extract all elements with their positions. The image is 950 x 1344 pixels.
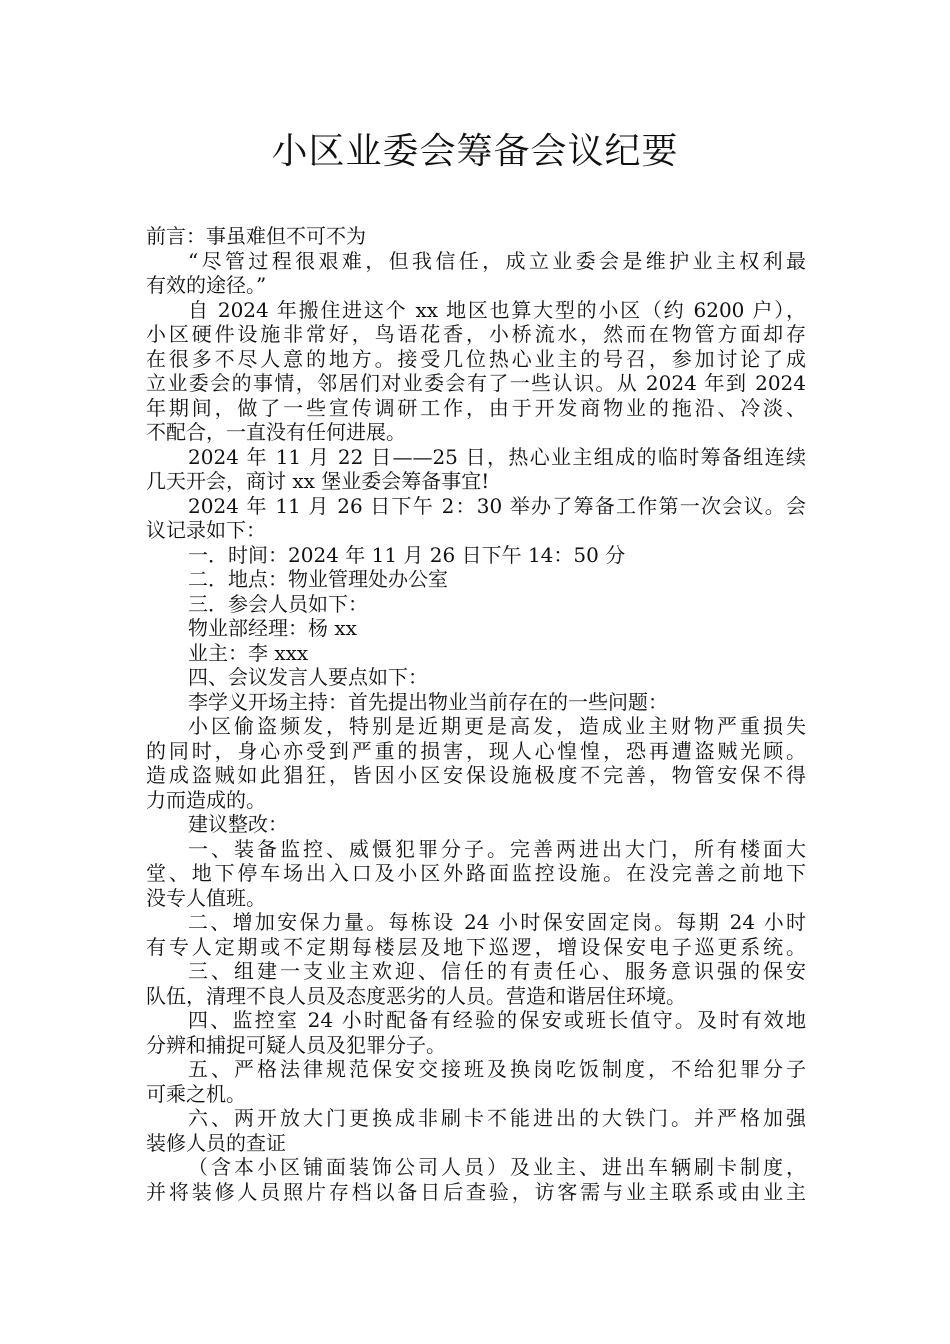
document-line: 议记录如下：	[146, 518, 266, 542]
document-line: 力而造成的。	[146, 787, 266, 812]
document-line: 五、严格法律规范保安交接班及换岗吃饭制度，不给犯罪分子	[188, 1057, 806, 1081]
document-line: 业主：李 xxx	[188, 640, 309, 665]
document-line: 二．地点：物业管理处办公室	[188, 567, 448, 591]
document-line: 分辨和捕捉可疑人员及犯罪分子。	[146, 1032, 446, 1057]
document-line: 物业部经理：杨 xx	[188, 616, 357, 640]
document-line: 一、装备监控、威慑犯罪分子。完善两进出大门，所有楼面大	[188, 836, 806, 861]
document-line: （含本小区铺面装饰公司人员）及业主、进出车辆刷卡制度，	[188, 1155, 806, 1179]
document-line: 小区硬件设施非常好，鸟语花香，小桥流水，然而在物管方面却存	[146, 322, 806, 346]
document-line: 二、增加安保力量。每栋设 24 小时保安固定岗。每期 24 小时	[188, 910, 806, 934]
document-line: 装修人员的查证	[146, 1130, 286, 1155]
document-line: 没专人值班。	[146, 885, 266, 910]
document-line: 三、组建一支业主欢迎、信任的有责任心、服务意识强的保安	[188, 959, 806, 983]
document-line: 四、会议发言人要点如下：	[188, 665, 428, 689]
document-line: 堂、地下停车场出入口及小区外路面监控设施。在没完善之前地下	[146, 861, 806, 885]
document-line: 一．时间：2024 年 11 月 26 日下午 14：50 分	[188, 542, 626, 567]
document-line: “尽管过程很艰难，但我信任，成立业委会是维护业主权利最	[188, 248, 806, 273]
document-title: 小区业委会筹备会议纪要	[271, 131, 679, 172]
document-line: 自 2024 年搬住进这个 xx 地区也算大型的小区（约 6200 户），	[188, 297, 806, 322]
document-body	[146, 224, 806, 1204]
document-line: 前言：事虽难但不可不为	[146, 224, 366, 248]
document-line: 六、两开放大门更换成非刷卡不能进出的大铁门。并严格加强	[188, 1106, 806, 1130]
document-line: 2024 年 11 月 22 日——25 日，热心业主组成的临时筹备组连续	[188, 444, 806, 469]
document-line: 立业委会的事情，邻居们对业委会有了一些认识。从 2024 年到 2024	[146, 371, 806, 395]
document-line: 的同时，身心亦受到严重的损害，现人心惶惶，恐再遭盗贼光顾。	[146, 738, 806, 763]
document-line: 几天开会，商讨 xx 堡业委会筹备事宜!	[146, 469, 490, 493]
document-line: 可乘之机。	[146, 1081, 246, 1106]
document-line: 小区偷盗频发，特别是近期更是高发，造成业主财物严重损失	[188, 714, 806, 738]
document-line: 并将装修人员照片存档以备日后查验，访客需与业主联系或由业主	[146, 1179, 806, 1204]
document-line: 在很多不尽人意的地方。接受几位热心业主的号召，参加讨论了成	[146, 346, 806, 371]
document-line: 2024 年 11 月 26 日下午 2：30 举办了筹备工作第一次会议。会	[188, 493, 806, 518]
document-line: 建议整改：	[188, 812, 288, 836]
document-line: 造成盗贼如此猖狂，皆因小区安保设施极度不完善，物管安保不得	[146, 763, 806, 787]
document-line: 四、监控室 24 小时配备有经验的保安或班长值守。及时有效地	[188, 1008, 806, 1032]
document-line: 不配合，一直没有任何进展。	[146, 420, 406, 444]
document-line: 有效的途径。”	[146, 273, 267, 297]
document-line: 李学义开场主持：首先提出物业当前存在的一些问题：	[188, 689, 668, 714]
document-line: 三．参会人员如下：	[188, 591, 368, 616]
document-line: 队伍，清理不良人员及态度恶劣的人员。营造和谐居住环境。	[146, 983, 686, 1008]
document-line: 年期间，做了一些宣传调研工作，由于开发商物业的拖沿、冷淡、	[146, 395, 806, 420]
document-line: 有专人定期或不定期每楼层及地下巡逻，增设保安电子巡更系统。	[146, 934, 806, 959]
